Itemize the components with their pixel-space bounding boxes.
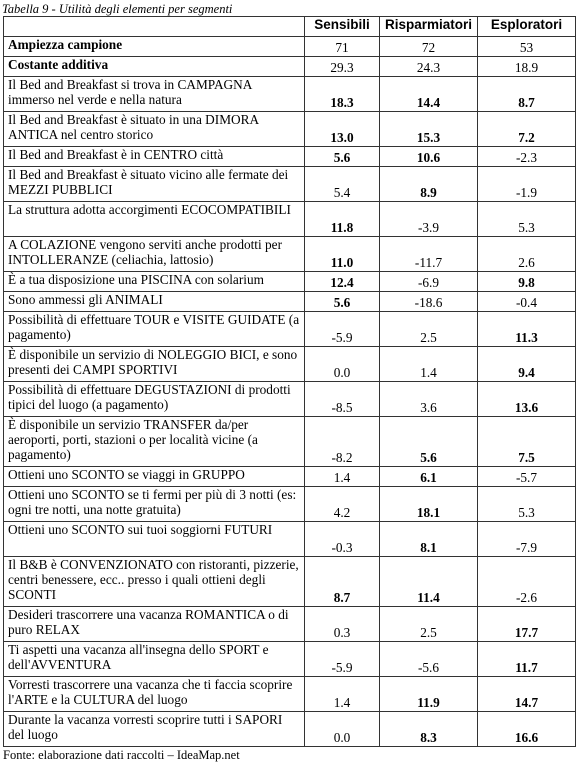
value-cell-esploratori: 5.3 (478, 202, 576, 237)
value-cell-esploratori: -2.6 (478, 557, 576, 607)
table-row (4, 292, 576, 312)
row-label: Durante la vacanza vorresti scoprire tutti i SAPORI del luogo (4, 712, 305, 747)
value-cell-sensibili: 18.3 (305, 77, 380, 112)
value-cell-sensibili: -8.2 (305, 417, 380, 467)
value-cell-esploratori: 16.6 (478, 712, 576, 747)
value-cell-sensibili: 1.4 (305, 677, 380, 712)
row-label: Ampiezza campione (4, 37, 305, 57)
value-cell-esploratori: -0.4 (478, 292, 576, 312)
value-cell-sensibili: 0.3 (305, 607, 380, 642)
table-row (4, 57, 576, 77)
value-cell-risparmiatori: 24.3 (380, 57, 478, 77)
table-row (4, 487, 576, 522)
row-label: Ottieni uno SCONTO sui tuoi soggiorni FUTURI (4, 522, 305, 557)
table-row (4, 77, 576, 112)
value-cell-sensibili: 11.0 (305, 237, 380, 272)
value-cell-risparmiatori: 11.4 (380, 557, 478, 607)
value-cell-sensibili: 11.8 (305, 202, 380, 237)
value-cell-sensibili: 71 (305, 37, 380, 57)
value-cell-sensibili: 0.0 (305, 712, 380, 747)
value-cell-esploratori: -7.9 (478, 522, 576, 557)
row-label: Ottieni uno SCONTO se viaggi in GRUPPO (4, 467, 305, 487)
row-label: Il Bed and Breakfast è situato in una DIMORA ANTICA nel centro storico (4, 112, 305, 147)
value-cell-sensibili: 8.7 (305, 557, 380, 607)
value-cell-risparmiatori: -11.7 (380, 237, 478, 272)
table-row (4, 417, 576, 467)
value-cell-risparmiatori: -18.6 (380, 292, 478, 312)
table-row (4, 237, 576, 272)
row-label: Il Bed and Breakfast è situato vicino alle fermate dei MEZZI PUBBLICI (4, 167, 305, 202)
table-row (4, 382, 576, 417)
value-cell-esploratori: 11.7 (478, 642, 576, 677)
table-row (4, 202, 576, 237)
row-label: Costante additiva (4, 57, 305, 77)
value-cell-sensibili: -5.9 (305, 312, 380, 347)
value-cell-risparmiatori: 10.6 (380, 147, 478, 167)
value-cell-sensibili: -5.9 (305, 642, 380, 677)
value-cell-esploratori: 14.7 (478, 677, 576, 712)
table-row (4, 147, 576, 167)
row-label: Sono ammessi gli ANIMALI (4, 292, 305, 312)
value-cell-esploratori: 7.5 (478, 417, 576, 467)
value-cell-esploratori: 9.8 (478, 272, 576, 292)
value-cell-risparmiatori: 14.4 (380, 77, 478, 112)
value-cell-risparmiatori: 8.9 (380, 167, 478, 202)
value-cell-esploratori: 11.3 (478, 312, 576, 347)
value-cell-risparmiatori: -3.9 (380, 202, 478, 237)
value-cell-esploratori: -2.3 (478, 147, 576, 167)
column-header-esploratori: Esploratori (478, 17, 576, 37)
value-cell-risparmiatori: 5.6 (380, 417, 478, 467)
value-cell-esploratori: 9.4 (478, 347, 576, 382)
table-body (4, 37, 576, 747)
row-label: Desideri trascorrere una vacanza ROMANTICA o di puro RELAX (4, 607, 305, 642)
row-label: È disponibile un servizio TRANSFER da/per aeroporti, porti, stazioni o per località vicine (a pagamento) (4, 417, 305, 467)
value-cell-sensibili: 5.6 (305, 292, 380, 312)
table-caption: Tabella 9 - Utilità degli elementi per segmenti (2, 2, 233, 16)
value-cell-sensibili: 5.4 (305, 167, 380, 202)
header-blank-cell (4, 17, 305, 37)
row-label: Il Bed and Breakfast si trova in CAMPAGNA immerso nel verde e nella natura (4, 77, 305, 112)
column-header-risparmiatori: Risparmiatori (380, 17, 478, 37)
value-cell-esploratori: -5.7 (478, 467, 576, 487)
table-row (4, 557, 576, 607)
table-row (4, 642, 576, 677)
table-row (4, 607, 576, 642)
value-cell-sensibili: 1.4 (305, 467, 380, 487)
value-cell-risparmiatori: -6.9 (380, 272, 478, 292)
value-cell-esploratori: -1.9 (478, 167, 576, 202)
row-label: È a tua disposizione una PISCINA con solarium (4, 272, 305, 292)
source-note: Fonte: elaborazione dati raccolti – IdeaMap.net (3, 748, 240, 762)
value-cell-risparmiatori: 6.1 (380, 467, 478, 487)
table-row (4, 712, 576, 747)
table-row (4, 112, 576, 147)
row-label: Il Bed and Breakfast è in CENTRO città (4, 147, 305, 167)
table-row (4, 677, 576, 712)
utility-table (3, 16, 576, 747)
value-cell-sensibili: 29.3 (305, 57, 380, 77)
row-label: La struttura adotta accorgimenti ECOCOMPATIBILI (4, 202, 305, 237)
value-cell-esploratori: 53 (478, 37, 576, 57)
value-cell-sensibili: 12.4 (305, 272, 380, 292)
row-label: Ti aspetti una vacanza all'insegna dello SPORT e dell'AVVENTURA (4, 642, 305, 677)
value-cell-sensibili: -8.5 (305, 382, 380, 417)
row-label: Possibilità di effettuare TOUR e VISITE GUIDATE (a pagamento) (4, 312, 305, 347)
table-row (4, 167, 576, 202)
value-cell-risparmiatori: 72 (380, 37, 478, 57)
value-cell-esploratori: 7.2 (478, 112, 576, 147)
value-cell-esploratori: 5.3 (478, 487, 576, 522)
value-cell-risparmiatori: 8.1 (380, 522, 478, 557)
table-row (4, 37, 576, 57)
value-cell-sensibili: 5.6 (305, 147, 380, 167)
value-cell-esploratori: 18.9 (478, 57, 576, 77)
row-label: Possibilità di effettuare DEGUSTAZIONI di prodotti tipici del luogo (a pagamento) (4, 382, 305, 417)
table-row (4, 347, 576, 382)
row-label: Il B&B è CONVENZIONATO con ristoranti, pizzerie, centri benessere, ecc.. presso i quali ottieni degli SCONTI (4, 557, 305, 607)
value-cell-risparmiatori: 3.6 (380, 382, 478, 417)
table-row (4, 312, 576, 347)
value-cell-risparmiatori: 1.4 (380, 347, 478, 382)
table-row (4, 522, 576, 557)
value-cell-sensibili: 13.0 (305, 112, 380, 147)
value-cell-risparmiatori: -5.6 (380, 642, 478, 677)
value-cell-risparmiatori: 8.3 (380, 712, 478, 747)
value-cell-risparmiatori: 11.9 (380, 677, 478, 712)
row-label: Vorresti trascorrere una vacanza che ti faccia scoprire l'ARTE e la CULTURA del luogo (4, 677, 305, 712)
row-label: Ottieni uno SCONTO se ti fermi per più di 3 notti (es: ogni tre notti, una notte gratuita) (4, 487, 305, 522)
row-label: A COLAZIONE vengono serviti anche prodotti per INTOLLERANZE (celiachia, lattosio) (4, 237, 305, 272)
column-header-sensibili: Sensibili (305, 17, 380, 37)
value-cell-esploratori: 17.7 (478, 607, 576, 642)
value-cell-sensibili: 0.0 (305, 347, 380, 382)
value-cell-risparmiatori: 2.5 (380, 312, 478, 347)
value-cell-risparmiatori: 18.1 (380, 487, 478, 522)
value-cell-esploratori: 2.6 (478, 237, 576, 272)
table-row (4, 272, 576, 292)
value-cell-esploratori: 13.6 (478, 382, 576, 417)
table-header-row (4, 17, 576, 37)
value-cell-risparmiatori: 15.3 (380, 112, 478, 147)
table-row (4, 467, 576, 487)
value-cell-esploratori: 8.7 (478, 77, 576, 112)
value-cell-sensibili: 4.2 (305, 487, 380, 522)
row-label: È disponibile un servizio di NOLEGGIO BICI, e sono presenti dei CAMPI SPORTIVI (4, 347, 305, 382)
value-cell-sensibili: -0.3 (305, 522, 380, 557)
value-cell-risparmiatori: 2.5 (380, 607, 478, 642)
